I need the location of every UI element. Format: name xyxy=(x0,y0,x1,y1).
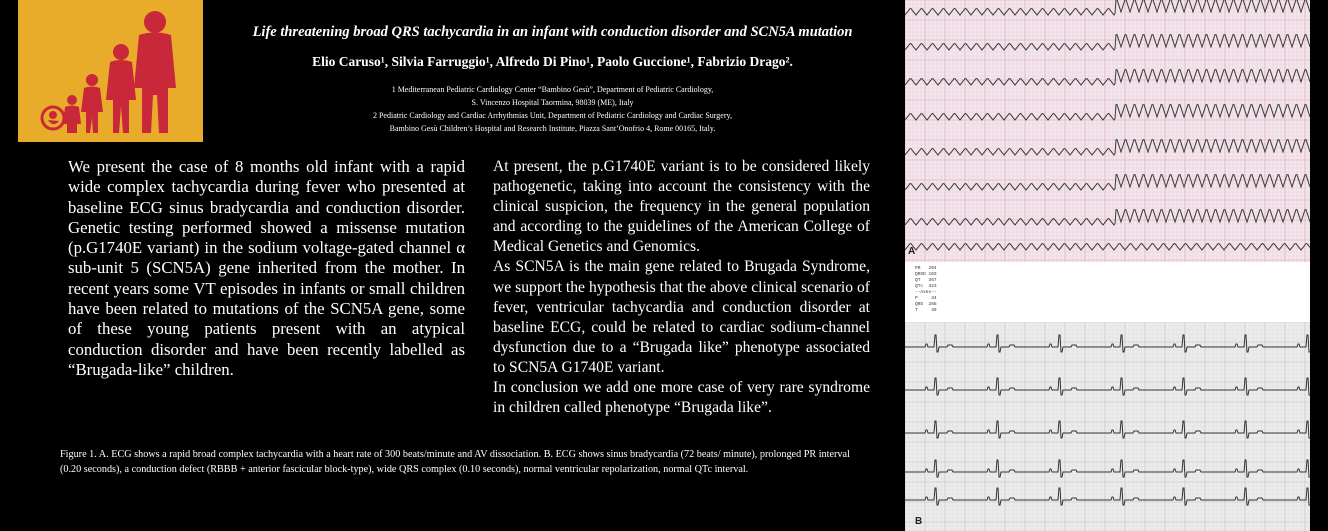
ecg-lead-trace xyxy=(905,0,1310,15)
ecg-lead-trace xyxy=(905,35,1310,50)
ecg-lead-trace xyxy=(905,378,1310,395)
body-paragraph: At present, the p.G1740E variant is to be considered likely pathogenetic, taking into account the consistency with the clinical suspicion, the frequency in the general population and according to the guidelines of the American College of Medical Genetics and Genomics. xyxy=(493,158,870,256)
family-silhouette-icon xyxy=(18,0,203,142)
ecg-lead-trace xyxy=(905,335,1310,352)
body-paragraph: We present the case of 8 months old infant with a rapid wide complex tachycardia during fever who presented at baseline ECG sinus bradycardia and conduction disorder. Genetic testing performed showed a missense mutation (p.G1740E variant) in the sodium voltage-gated channel α sub-unit 5 (SCN5A) gene inherited from the mother. In recent years some VT episodes in infants or small children have been related to mutations of the SCN5A gene, some of these young patients present with an atypical conduction disorder and have been recently labelled as “Brugada-like” children. xyxy=(68,157,465,379)
poster-title: Life threatening broad QRS tachycardia in an infant with conduction disorder and SCN5A mutation xyxy=(252,24,853,40)
ecg-panel-b xyxy=(905,322,1310,531)
panel-b-label: B xyxy=(915,516,923,527)
ecg-lead-trace xyxy=(905,488,1310,505)
ecg-lead-trace xyxy=(905,140,1310,155)
affiliation-line: Bambino Gesù Children’s Hospital and Research Institute, Piazza Sant’Onofrio 4, Rome 00165, Italy. xyxy=(389,124,716,133)
ecg-lead-trace xyxy=(905,421,1310,438)
body-paragraph: As SCN5A is the main gene related to Brugada Syndrome, we support the hypothesis that the above clinical scenario of fever, ventricular tachycardia and conduction disorder at baseline ECG, could be related to cardiac sodium-channel dysfunction due to a “Brugada like” phenotype associated to SCN5A G1740E variant. xyxy=(493,258,870,376)
ecg-panel-a xyxy=(905,0,1310,262)
panel-a-label: A xyxy=(908,246,916,257)
ecg-trace-a xyxy=(905,0,1310,262)
ecg-lead-trace xyxy=(905,105,1310,120)
ecg-lead-trace xyxy=(905,175,1310,190)
measurement-readout: PR 204 QRSD 103 QT 367 QTc 423 --Axes-- P 34 QRS 268 T 49 xyxy=(915,266,937,313)
ecg-lead-trace xyxy=(905,460,1310,477)
affiliations xyxy=(250,83,855,135)
affiliation-line: 2 Pediatric Cardiology and Cardiac Arrhythmias Unit, Department of Pediatric Cardiology and Cardiac Surgery, xyxy=(372,111,733,120)
body-right-column xyxy=(493,157,870,418)
affiliation-line: S. Vincenzo Hospital Taormina, 98039 (ME), Italy xyxy=(471,98,634,107)
ecg-measurements xyxy=(905,262,1310,322)
affiliation-line: 1 Mediterranean Pediatric Cardiology Center “Bambino Gesù”, Department of Pediatric Cardiology, xyxy=(391,85,714,94)
ecg-trace-b xyxy=(905,322,1310,531)
author-list: Elio Caruso¹, Silvia Farruggio¹, Alfredo Di Pino¹, Paolo Guccione¹, Fabrizio Drago². xyxy=(312,54,793,69)
figure-caption: Figure 1. A. ECG shows a rapid broad complex tachycardia with a heart rate of 300 beats/minute and AV dissociation. B. ECG shows sinus bradycardia (72 beats/ minute), prolonged PR interval (0.20 seconds), a conduction defect (RBBB + anterior fascicular block-type), wide QRS complex (0.10 seconds), normal ventricular repolarization, normal QTc interval. xyxy=(60,449,850,475)
logo xyxy=(18,0,203,142)
ecg-lead-trace xyxy=(905,244,1310,250)
body-paragraph: In conclusion we add one more case of very rare syndrome in children called phenotype “Brugada like”. xyxy=(493,379,870,417)
body-left-column xyxy=(68,157,465,380)
